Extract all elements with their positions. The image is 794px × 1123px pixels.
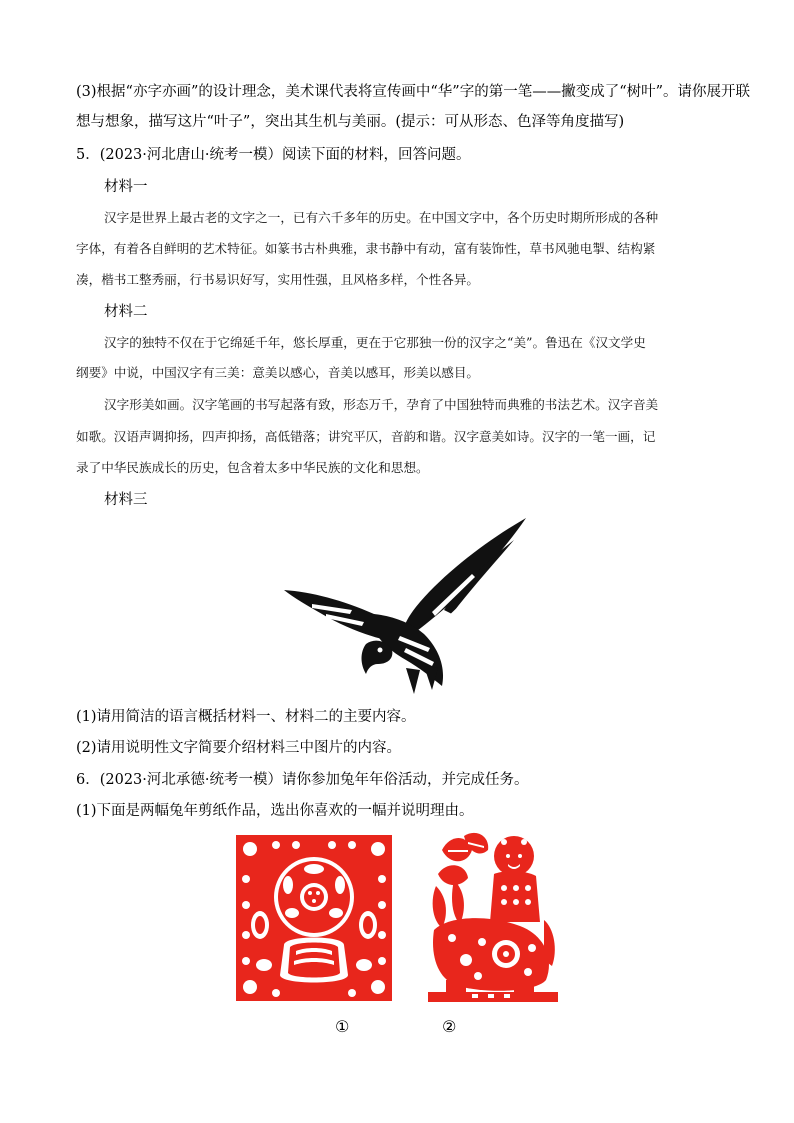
eagle-calligraphy-image [282,518,532,698]
question-5-title: 5．(2023·河北唐山·统考一模）阅读下面的材料，回答问题。 [76,147,471,163]
material-3-label: 材料三 [104,492,148,508]
material-1-line-1: 汉字是世界上最古老的文字之一，已有六千多年的历史。在中国文字中，各个历史时期所形成的各种 [104,210,659,225]
material-2-label: 材料二 [104,304,148,320]
papercut-rabbit-image [428,830,558,1005]
picture-label-2: ② [442,1017,457,1036]
material-1-label: 材料一 [104,179,148,195]
question-6-title: 6．(2023·河北承德·统考一模）请你参加兔年年俗活动，并完成任务。 [76,772,529,788]
material-2-p2-line-1: 汉字形美如画。汉字笔画的书写起落有致，形态万千，孕育了中国独特而典雅的书法艺术。汉字音美 [104,397,659,412]
question-5-sub-1: (1)请用简洁的语言概括材料一、材料二的主要内容。 [76,709,416,725]
question-6-sub-1: (1)下面是两幅兔年剪纸作品，选出你喜欢的一幅并说明理由。 [76,803,474,819]
material-1-line-2: 字体，有着各自鲜明的艺术特征。如篆书古朴典雅，隶书静中有动，富有装饰性，草书风驰电掣、结构紧 [76,241,656,256]
papercut-peony-image [236,835,392,1001]
material-2-p1-line-2: 纲要》中说，中国汉字有三美：意美以感心，音美以感耳，形美以感目。 [76,365,479,380]
material-2-p1-line-1: 汉字的独特不仅在于它绵延千年，悠长厚重，更在于它那独一份的汉字之“美”。鲁迅在《汉文学史 [104,335,646,350]
question-3-line-1: (3)根据“亦字亦画”的设计理念，美术课代表将宣传画中“华”字的第一笔——撇变成了“树叶”。请你展开联 [76,84,751,100]
material-2-p2-line-2: 如歌。汉语声调抑扬，四声抑扬，高低错落；讲究平仄，音韵和谐。汉字意美如诗。汉字的一笔一画，记 [76,429,656,444]
question-5-sub-2: (2)请用说明性文字简要介绍材料三中图片的内容。 [76,740,402,756]
material-2-p2-line-3: 录了中华民族成长的历史，包含着太多中华民族的文化和思想。 [76,460,429,475]
question-3-line-2: 想与想象，描写这片“叶子”，突出其生机与美丽。(提示：可从形态、色泽等角度描写) [76,114,625,130]
material-1-line-3: 凑，楷书工整秀丽，行书易识好写，实用性强，且风格多样，个性各异。 [76,272,479,287]
picture-label-1: ① [335,1017,350,1036]
